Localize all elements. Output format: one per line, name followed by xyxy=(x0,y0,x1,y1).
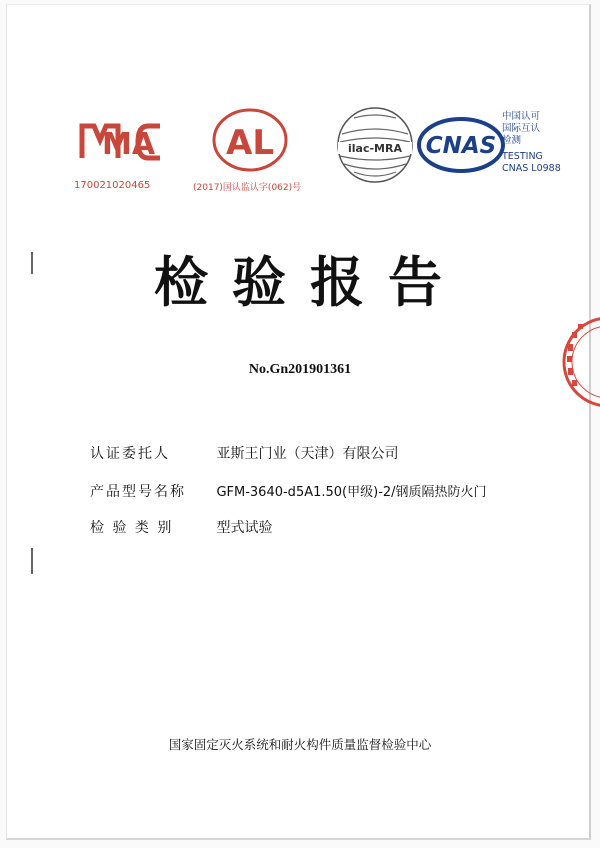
cnas-line-5: CNAS L0988 xyxy=(502,163,561,174)
cnas-letters: CNAS xyxy=(425,133,497,159)
field-client xyxy=(90,443,398,463)
margin-mark-bottom xyxy=(31,548,33,574)
partial-seal-stamp-icon xyxy=(560,312,600,412)
report-title: 检验报告 xyxy=(154,251,466,314)
cnas-line-2: 国际互认 xyxy=(502,123,541,134)
ilac-globe-icon xyxy=(334,104,416,186)
margin-mark-top xyxy=(31,252,33,274)
client-label: 认证委托人 xyxy=(90,446,170,462)
ilac-text: ilac-MRA xyxy=(348,142,402,155)
field-product xyxy=(90,481,487,501)
cnas-emblem-icon xyxy=(416,116,506,174)
cnas-logo xyxy=(416,116,506,174)
cnas-line-3: 检测 xyxy=(502,135,522,146)
ilac-mra-logo xyxy=(334,104,416,186)
cal-letters: AL xyxy=(226,123,274,163)
client-value: 亚斯王门业（天津）有限公司 xyxy=(216,446,399,462)
issuing-organization: 国家固定灭火系统和耐火构件质量监督检验中心 xyxy=(168,737,432,752)
cal-code: (2017)国认监认字(062)号 xyxy=(193,183,302,193)
product-label: 产品型号名称 xyxy=(90,484,186,500)
cal-logo xyxy=(193,106,302,193)
field-test-type xyxy=(90,517,272,537)
cal-seal-icon xyxy=(205,106,295,172)
product-value: GFM-3640-d5A1.50(甲级)-2/钢质隔热防火门 xyxy=(216,485,487,500)
cma-logo xyxy=(72,118,172,191)
cnas-line-4: TESTING xyxy=(502,151,543,162)
cma-code: 170021020465 xyxy=(74,180,151,191)
cma-mark-icon xyxy=(72,118,172,164)
test-type-label: 检 验 类 别 xyxy=(90,520,174,536)
cnas-line-1: 中国认可 xyxy=(502,111,541,122)
cma-letters: MA xyxy=(102,127,156,162)
test-type-value: 型式试验 xyxy=(216,520,273,536)
report-number: No.Gn201901361 xyxy=(248,362,352,377)
